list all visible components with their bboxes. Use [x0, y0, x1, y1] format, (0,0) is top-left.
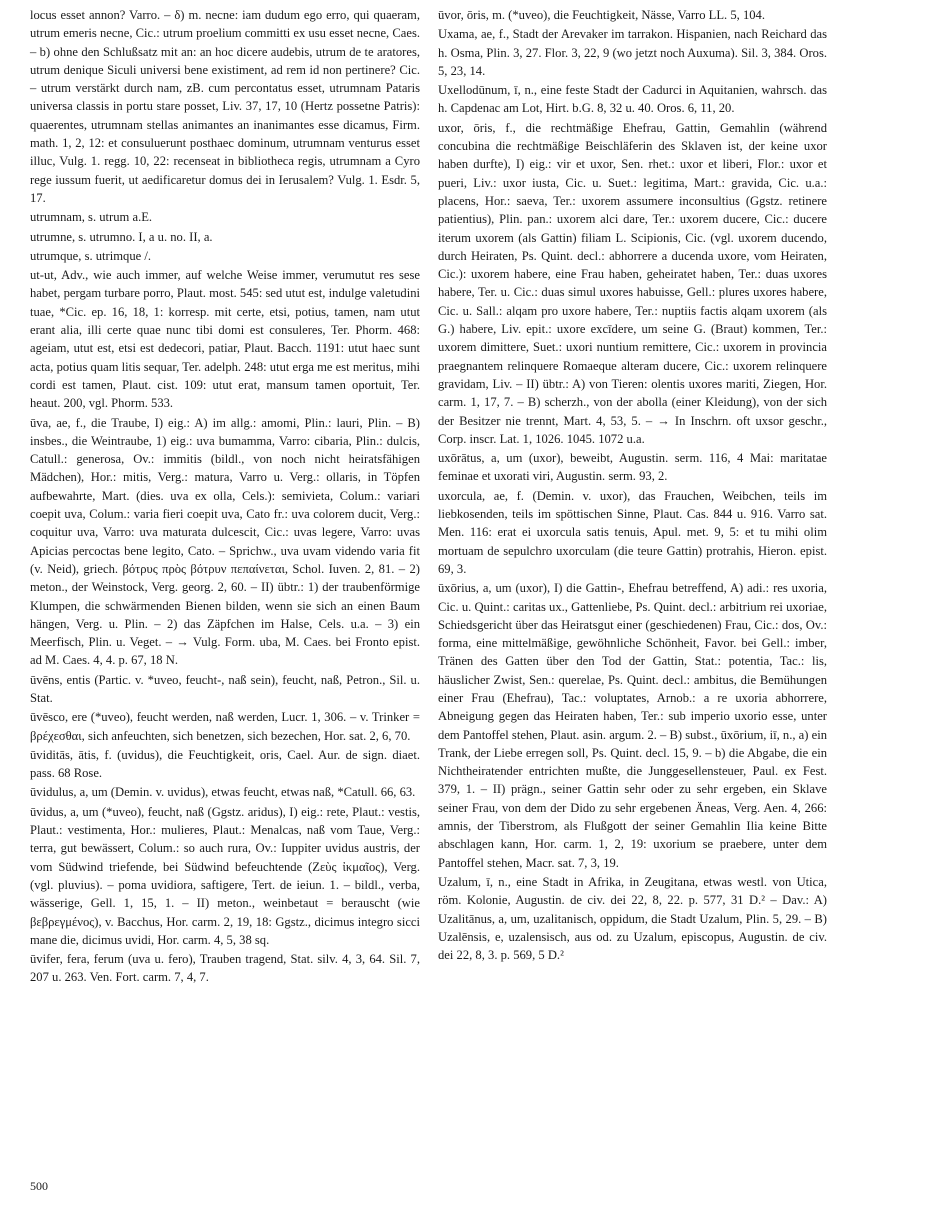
entry-uvidulus: ūvidulus, a, um (Demin. v. uvidus), etwas feucht, etwas naß, *Catull. 66, 63.	[30, 785, 416, 800]
entry-uvor: ūvor, ōris, m. (*uveo), die Feuchtigkeit, Nässe, Varro LL. 5, 104.	[438, 8, 765, 22]
left-column	[30, 6, 420, 988]
entry-utrumque: utrumque, s. utrimque /.	[30, 248, 152, 263]
entry-uva: ūva, ae, f., die Traube, I) eig.: A) im allg.: amomi, Plin.: lauri, Plin. – B) insbes., die Weintraube, 1) eig.: uva bumamma, Varro: cibaria, Plin.: dulcis, Catull.: generosa, Ov.: immitis (bildl., von noch nicht heiratsfähigen Mädchen), Hor.: mitis, Verg.: matura, Varro u. Verg.: ollaris, in Töpfen aufbewahrte, Mart. (dies. uva ex olla, Cels.): semivieta, Colum.: variari coepit uva, Colum.: varia fieri coepit uva, Cato fr.: uva colorem ducit, Verg.: coquitur uva, Varro: uva maturata dulcescit, Cic.: uvas legere, Varro: uvas Apicias percoctas bene legito, Cato. – Sprichw., uva uvam videndo varia fit (v. Neid), griech. βότρυς πρὸς βότρυν πεπαίνεται, Schol. Iuven. 2, 81. – 2) meton., der Weinstock, Verg. georg. 2, 60. – II) übtr.: 1) der traubenförmige Klumpen, die schwärmenden Bienen bilden, wenn sie sich an einen Baum hängen, Verg. u. Plin. – 2) das Zäpfchen im Halse, Cels. u.a. – 3) ein Meerfisch, Plin. u. Veget. – → Vulg. Form. uba, M. Caes. bei Fronto epist. ad M. Caes. 4, 4. p. 67, 18 N.	[30, 415, 420, 668]
entry-uxorius: ūxōrius, a, um (uxor), I) die Gattin-, Ehefrau betreffend, A) adi.: res uxoria, Cic. u. Quint.: caritas ux., Gattenliebe, Ps. Quint. decl.: arbitrium rei uxoriae, Schiedsgericht über das Heiratsgut einer (geschiedenen) Frau, Cic.: dos, Ov.: forma, eine mittelmäßige, gewöhnliche Schönheit, Favor. bei Gell.: imber, Tränen des Gatten über den Tod der Gattin, Stat.: potentia, Tac.: lis, häuslicher Zwist, Sen.: querelae, Ps. Quint. decl.: ambitus, die Bemühungen einer Frau (Ehefrau), Tac.: voluptates, Arnob.: a re uxoria abhorrere, Abneigung gegen das Heiraten haben, Ter.: sub imperio uxorio esse, unter dem Pantoffel stehen, Plaut. asin. argum. 2. – B) subst., ūxōrium, iī, n., a) ein Trank, der Liebe erregen soll, Ps. Quint. decl. 15, 9. – b) die Abgabe, die ein Nichtheiratender entrichten mußte, die Junggesellensteuer, Paul. ex Fest. 379, 1. – II) prägn., seiner Gattin sehr oder zu sehr ergeben, ein Sklave seiner Frau, von dem der Dido zu sehr ergebenen Äneas, Verg. Aen. 4, 266: amnis, der Tiberstrom, als Flußgott der seiner Gemahlin Ilia keine Bitte abschlagen kann, Hor. carm. 1, 2, 19: uxorium se praebere, unter dem Pantoffel stehen, Macr. sat. 7, 3, 19.	[438, 581, 827, 870]
entry-uxorcula: uxorcula, ae, f. (Demin. v. uxor), das Frauchen, Weibchen, teils im liebkosenden, teils im spöttischen Sinne, Plaut. Cas. 844 u. 916. Varro sat. Men. 116: erat ei uxorcula satis tenuis, Apul. met. 9, 5: et tu mihi olim mortuam de sepulchro uxorculam (die teure Gattin) protrahis, Hieron. epist. 69, 3.	[438, 488, 827, 576]
entry-uvifer: ūvifer, fera, ferum (uva u. fero), Trauben tragend, Stat. silv. 4, 3, 64. Sil. 7, 207 u. 263. Ven. Fort. carm. 7, 4, 7.	[30, 952, 420, 985]
entry-utrum-continued: locus esset annon? Varro. – δ) m. necne: iam dudum ego erro, qui quaeram, utrum emeris necne, Cic.: utrum proelium committi ex usu esset necne, Caes. – b) ohne den Schlußsatz mit an: an hoc dicere audebis, utrum de te aratores, utrum denique Siculi universi bene existiment, ad rem id non pertinere? Cic. – utrum verstärkt durch nam, zB. cum percontatus esset, utrumnam Pataris universa classis in portu stare posset, Liv. 37, 17, 10 (Hertz possetne Patris): quaerentes, utrumnam stellas animantes an inanimantes esse dicamus, Firm. math. 1, 2, 12: et consuluerunt posthaec dominum, utrumnam venturus esset illuc, Vulg. 1. regg. 10, 22: recenseat in bibliotheca regis, utrumnam a Cyro rege iussum fuerit, ut aedificaretur domus dei in Ierusalem? Vulg. 1. Esdr. 5, 17.	[30, 8, 420, 205]
entry-uvens: ūvēns, entis (Partic. v. *uveo, feucht-, naß sein), feucht, naß, Petron., Sil. u. Stat.	[30, 672, 420, 705]
entry-uxama: Uxama, ae, f., Stadt der Arevaker im tarrakon. Hispanien, nach Reichard das h. Osma, Plin. 3, 27. Flor. 3, 22, 9 (wo jetzt noch Auxuma). Sil. 3, 384. Oros. 5, 23, 14.	[438, 27, 827, 78]
entry-utrumne: utrumne, s. utrumno. I, a u. no. II, a.	[30, 229, 213, 244]
entry-uviditas: ūviditās, ātis, f. (uvidus), die Feuchtigkeit, oris, Cael. Aur. de sign. diaet. pass. 68 Rose.	[30, 747, 420, 781]
entry-uxellodunum: Uxellodūnum, ī, n., eine feste Stadt der Cadurci in Aquitanien, wahrsch. das h. Capdenac am Lot, Hirt. b.G. 8, 32 u. 40. Oros. 6, 11, 20.	[438, 83, 827, 116]
entry-ut-ut: ut-ut, Adv., wie auch immer, auf welche Weise immer, verumutut res sese habet, pergam turbare porro, Plaut. most. 545: sed utut est, indulge valetudini tuae, *Cic. ep. 16, 18, 1: korresp. mit certe, etsi, potius, tamen, nam utut erant alia, illi certe quae nunc tibi domi est consuleres, Ter. Phorm. 468: ageiam, utut est, etsi est dedecori, patiar, Plaut. Bacch. 1191: utut haec sunt acta, potius quam litis sequar, Ter. adelph. 248: utut erga me est meritus, mihi cordi est tamen, Plaut. cist. 109: utut erat, mansum tamen oportuit, Ter. heaut. 200, vgl. Phorm. 533.	[30, 268, 420, 411]
entry-uvesco: ūvēsco, ere (*uveo), feucht werden, naß werden, Lucr. 1, 306. – v. Trinker = βρέχεσθαι, sich anfeuchten, sich benetzen, sich bezechen, Hor. sat. 2, 6, 70.	[30, 710, 420, 743]
entry-utrumnam: utrumnam, s. utrum a.E.	[30, 210, 153, 225]
entry-uxor: uxor, ōris, f., die rechtmäßige Ehefrau, Gattin, Gemahlin (während concubina die rechtmäßige Beischläferin des Sklaven ist, der keine uxor haben durfte), I) eig.: vir et uxor, Sen. rhet.: uxor et liberi, Flor.: uxor et pueri, Liv.: uxor iusta, Cic. u. Suet.: legitima, Mart.: gravida, Cic. u.a.: placens, Hor.: saeva, Ter.: uxorem assumere inconsultius (Ggstz. retinere patientius), Plin. pan.: uxorem alci dare, Ter.: uxorem ducere, Cic.: ducere iterum uxorem (als Gattin) filiam L. Scipionis, Cic. (vgl. uxorem ducendo, durch Heiraten, Ps. Quint. decl.: abhorrere a ducenda uxore, vom Heiraten, Cic.): uxorem habere, eine Frau haben, geheiratet haben, Ter.: duas uxores habere, Ter. u. Cic.: duas simul uxores habuisse, Gell.: plures uxores habere, Cic. u. Sall.: alqam pro uxore habere, Ter.: nuptiis factis alqam uxorem (als G.) habere, Liv. epit.: uxore excīdere, um seine G. (Braut) kommen, Ter.: uxorem dimittere, Suet.: uxori nuntium remittere, Cic.: uxorem in provincia praegnantem relinquere Romaeque alteram ducere, Cic.: uxorem relinquere gravidam, Liv. – II) übtr.: A) von Tieren: olentis uxores mariti, Ziegen, Hor. carm. 1, 17, 7. – B) scherzh., von der abolla (einer Kleidung), von der sich der Besitzer nie trennt, Mart. 4, 53, 5. – → In Inschrn. oft uxsor geschr., Corp. inscr. Lat. 1, 1026. 1045. 1072 u.a.	[438, 120, 827, 446]
right-column	[438, 6, 827, 965]
entry-uvidus: ūvidus, a, um (*uveo), feucht, naß (Ggstz. aridus), I) eig.: rete, Plaut.: vestis, Plaut.: vestimenta, Hor.: mulieres, Plaut.: Menalcas, naß vom Taue, Verg.: terra, gut bewässert, Colum.: so auch rura, Ov.: Iuppiter uvidus austris, der vom Südwind triefende, bei Südwind befeuchtende (Ζεὺς ἰκμαῖος), Verg. (vgl. pluvius). – poma uvidiora, saftigere, Tert. de ieiun. 1. – bildl., verba, wässerige, Gell. 1, 15, 1. – II) meton., weinbetaut = berauscht (wie βεβρεγμένος), v. Bacchus, Hor. carm. 2, 19, 18: Ggstz., dicimus integro sicci mane die, dicimus uvidi, Hor. carm. 4, 5, 38 sq.	[30, 804, 420, 947]
entry-uzalum: Uzalum, ī, n., eine Stadt in Afrika, in Zeugitana, etwas westl. von Utica, röm. Kolonie, Augustin. de civ. dei 22, 8, 22. p. 577, 31 D.² – Dav.: A) Uzalitānus, a, um, uzalitanisch, oppidum, die Stadt Uzalum, Plin. 5, 29. – B) Uzalēnsis, e, uzalensisch, aus od. zu Uzalum, episcopus, Augustin. de civ. dei 22, 8, 3. p. 569, 5 D.²	[438, 874, 827, 963]
page-number: 500	[30, 1179, 48, 1193]
entry-uxoratus: uxōrātus, a, um (uxor), beweibt, Augustin. serm. 116, 4 Mai: maritatae feminae et uxorati viri, Augustin. serm. 93, 2.	[438, 451, 827, 484]
